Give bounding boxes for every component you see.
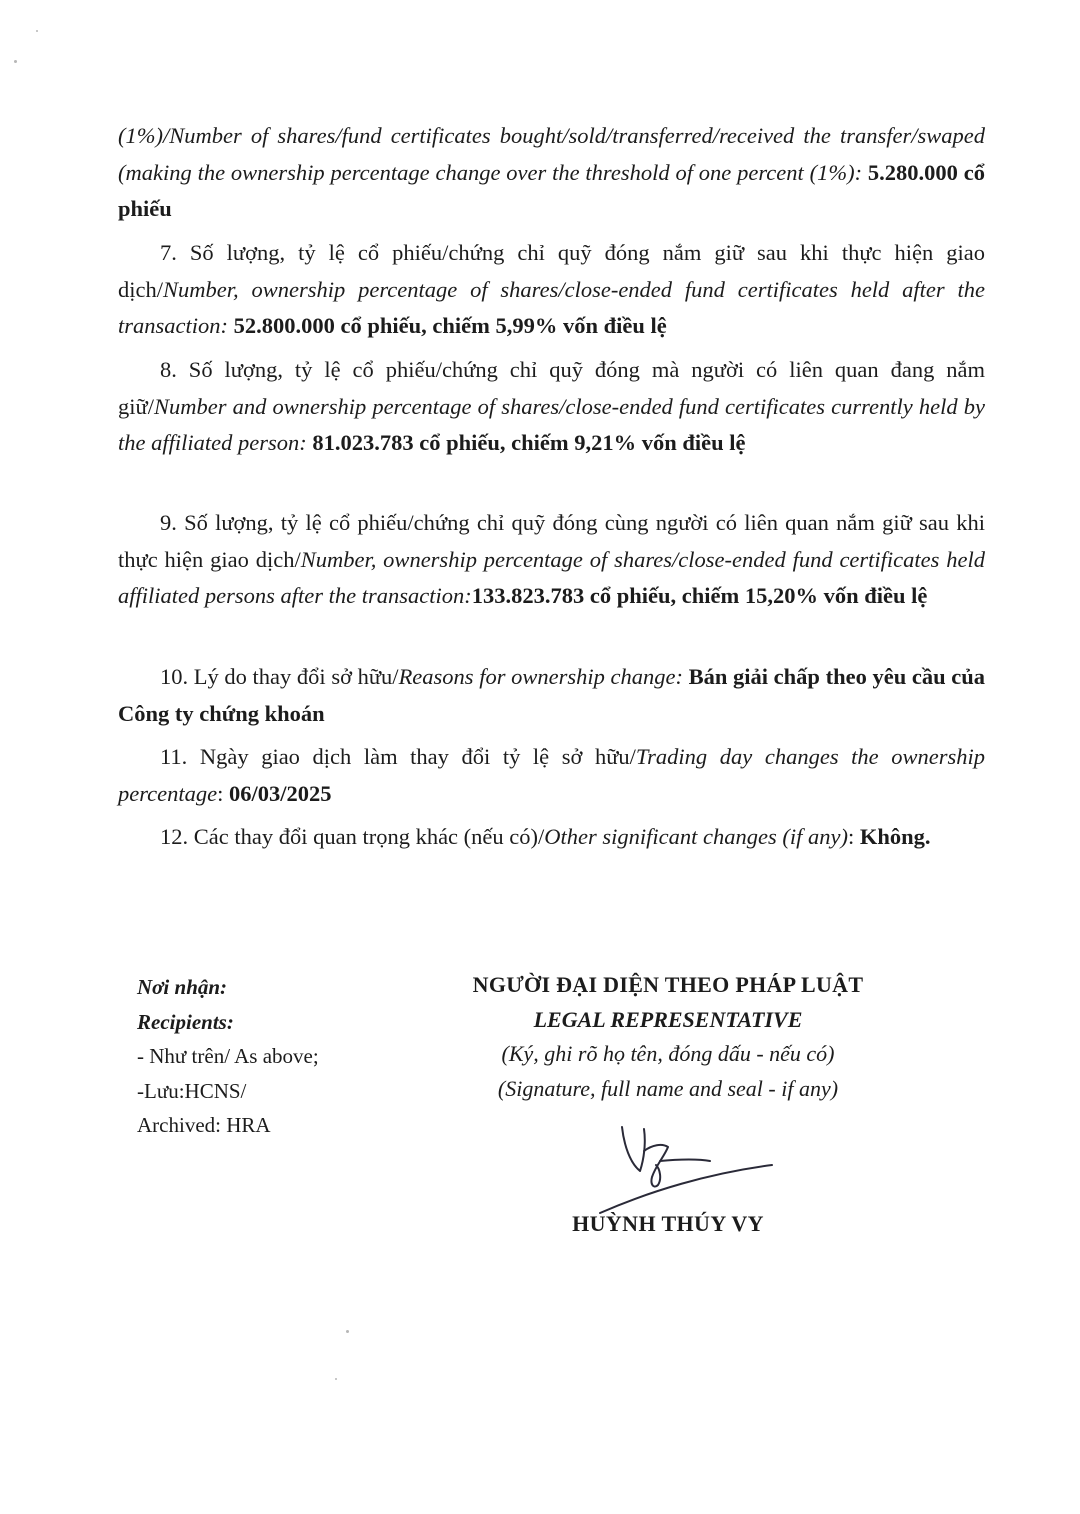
item-9-vietnamese: 9. Số lượng, tỷ lệ cổ phiếu/chứng chỉ quỹ đóng cùng người có liên quan nắm giữ sau khi thực hiện giao dịch/	[118, 510, 985, 572]
item-8-value: 81.023.783 cổ phiếu, chiếm 9,21% vốn điều lệ	[312, 430, 746, 455]
signer-name: HUỲNH THÚY VY	[572, 1211, 764, 1236]
recipient-line: -Lưu:HCNS/	[137, 1078, 247, 1103]
item-7-vietnamese: 7. Số lượng, tỷ lệ cổ phiếu/chứng chỉ quỹ đóng nắm giữ sau khi thực hiện giao dịch/	[118, 240, 985, 302]
item-12-vietnamese: 12. Các thay đổi quan trọng khác (nếu có)/	[160, 824, 545, 849]
recipients-heading-en: Recipients:	[137, 1009, 234, 1034]
item-9-english: Number, ownership percentage of shares/close-ended fund certificates held affiliated persons after the transaction:	[118, 546, 985, 608]
item-10-vietnamese: 10. Lý do thay đổi sở hữu/	[160, 664, 399, 689]
item-11-separator: :	[217, 780, 230, 806]
recipients-block	[137, 970, 397, 1143]
representative-title-en: LEGAL REPRESENTATIVE	[533, 1006, 803, 1032]
item-8-english: Number and ownership percentage of shares/close-ended fund certificates currently held by the affiliated person:	[118, 393, 985, 455]
scan-speck	[14, 60, 17, 63]
handwritten-signature	[560, 1115, 790, 1225]
item-12-separator: :	[847, 824, 860, 849]
item-9-value: 133.823.783 cổ phiếu, chiếm 15,20% vốn điều lệ	[471, 583, 928, 608]
item-8-vietnamese: 8. Số lượng, tỷ lệ cổ phiếu/chứng chỉ quỹ đóng mà người có liên quan đang nắm giữ/	[118, 357, 985, 419]
item-7-value: 52.800.000 cổ phiếu, chiếm 5,99% vốn điều lệ	[233, 313, 667, 338]
item-6-continuation	[118, 118, 985, 228]
signature-note-vi: (Ký, ghi rõ họ tên, đóng dấu - nếu có)	[501, 1041, 835, 1066]
item-11-vietnamese: 11. Ngày giao dịch làm thay đổi tỷ lệ sở hữu/	[160, 744, 636, 769]
item-10-english: Reasons for ownership change:	[398, 664, 689, 689]
item-7-english: Number, ownership percentage of shares/close-ended fund certificates held after the transaction:	[118, 276, 985, 338]
item-12-english: Other significant changes (if any)	[544, 824, 848, 849]
item-11-english: Trading day changes the ownership percentage	[118, 744, 985, 806]
item-11	[118, 739, 985, 812]
signature-note-en: (Signature, full name and seal - if any)	[497, 1075, 839, 1101]
item-11-value: 06/03/2025	[229, 780, 332, 806]
scan-speck	[335, 1378, 337, 1380]
recipient-line: - Như trên/ As above;	[137, 1044, 319, 1068]
scan-speck	[346, 1330, 349, 1333]
representative-title-vi: NGƯỜI ĐẠI DIỆN THEO PHÁP LUẬT	[472, 972, 864, 997]
item-6-english: (1%)/Number of shares/fund certificates bought/sold/transferred/received the transfer/swaped (making the ownership percentage change over the threshold of one percent (1%):	[118, 123, 985, 185]
item-6-value: 5.280.000 cổ phiếu	[118, 159, 985, 221]
scan-speck	[36, 30, 38, 32]
recipients-heading-vi: Nơi nhận:	[137, 975, 228, 999]
item-9	[118, 505, 985, 615]
item-12	[118, 819, 985, 856]
item-8	[118, 352, 985, 462]
item-7	[118, 235, 985, 345]
recipient-line: Archived: HRA	[137, 1113, 271, 1137]
signature-block	[418, 968, 918, 1106]
item-10-value: Bán giải chấp theo yêu cầu của Công ty chứng khoán	[118, 664, 985, 726]
item-12-value: Không.	[859, 824, 931, 849]
item-10	[118, 659, 985, 732]
